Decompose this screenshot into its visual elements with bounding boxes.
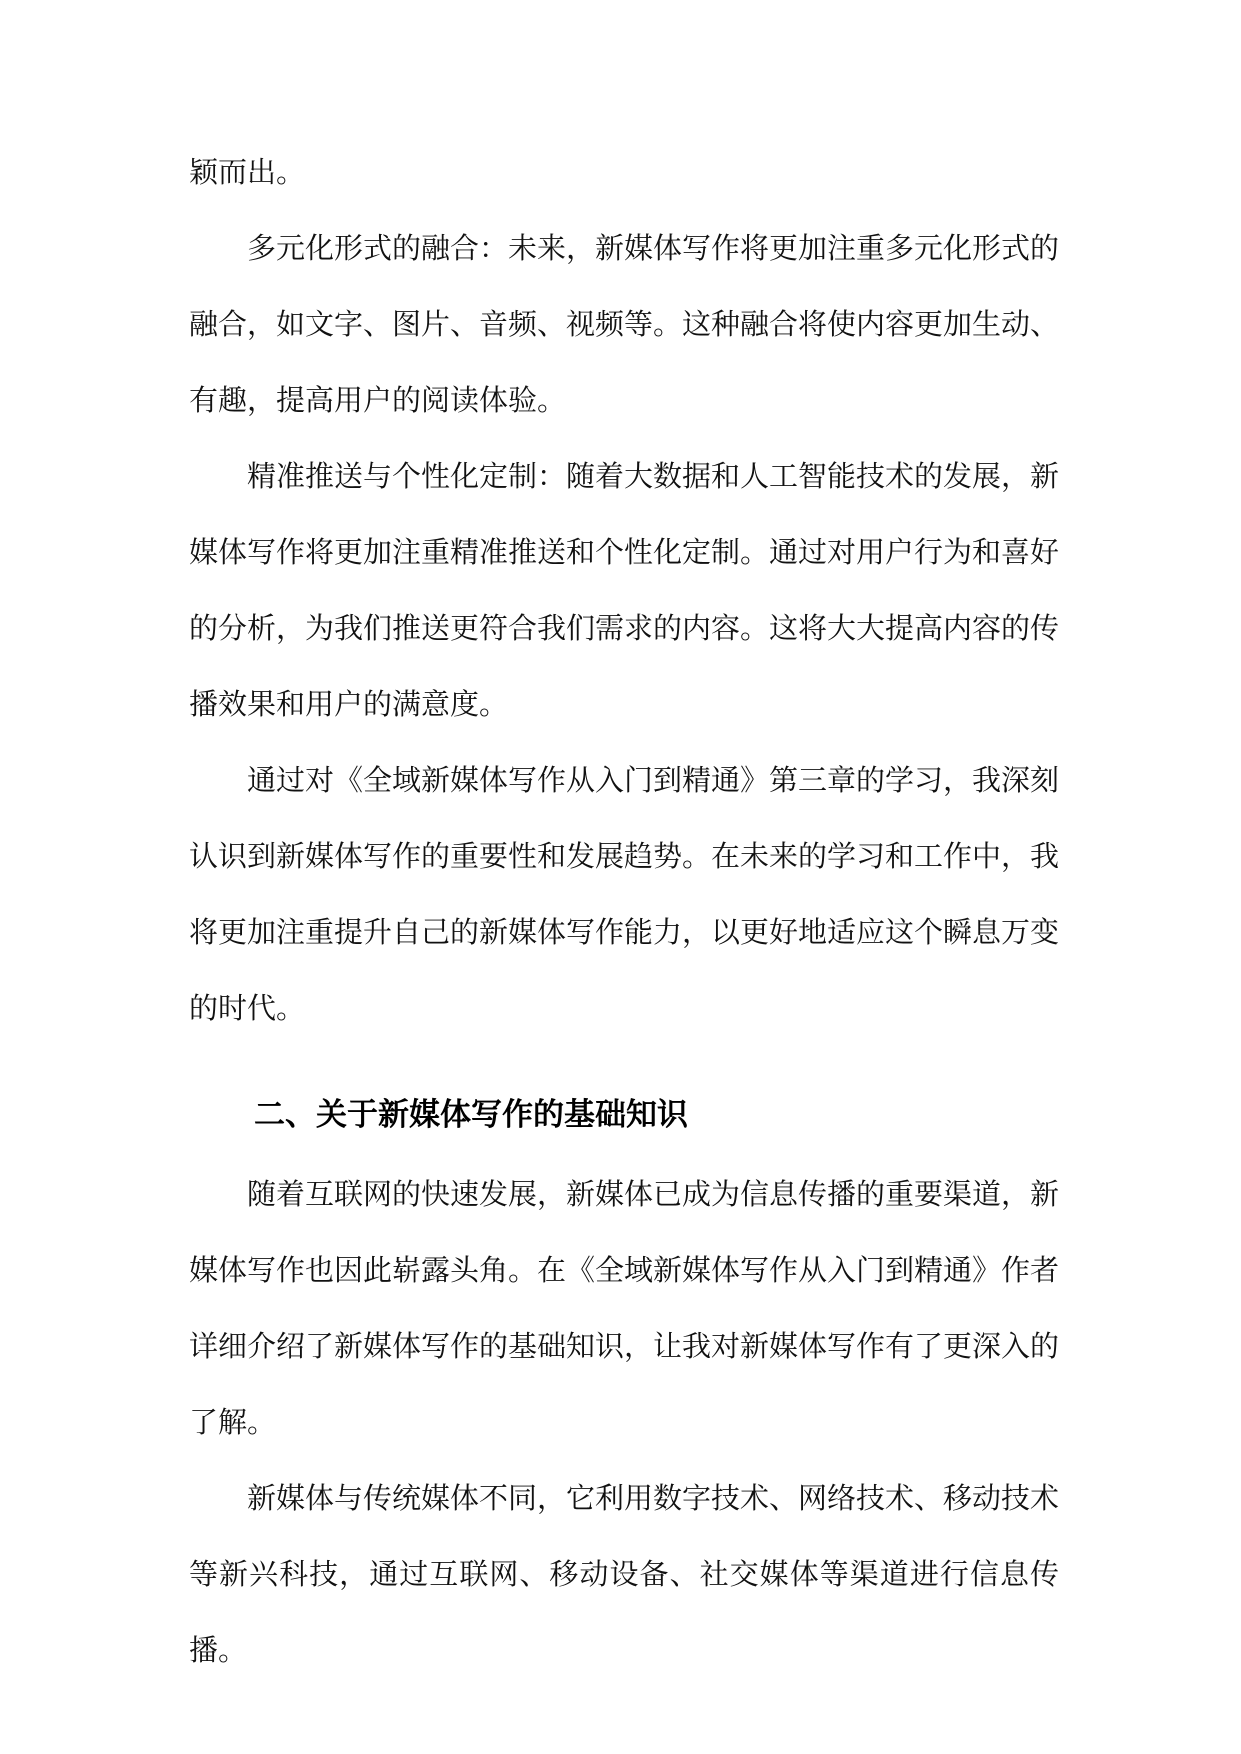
section-1-body xyxy=(189,134,1059,1046)
section-2-body xyxy=(189,1156,1059,1688)
paragraph-continuation: 颖而出。 xyxy=(189,155,306,189)
paragraph-chapter-summary: 通过对《全域新媒体写作从入门到精通》第三章的学习，我深刻认识到新媒体写作的重要性和发展趋势。在未来的学习和工作中，我将更加注重提升自己的新媒体写作能力，以更好地适应这个瞬息万变的时代。 xyxy=(189,763,1060,1025)
paragraph-precise-push: 精准推送与个性化定制：随着大数据和人工智能技术的发展，新媒体写作将更加注重精准推送和个性化定制。通过对用户行为和喜好的分析，为我们推送更符合我们需求的内容。这将大大提高内容的传播效果和用户的满意度。 xyxy=(189,459,1060,721)
section-heading: 二、关于新媒体写作的基础知识 xyxy=(254,1097,688,1133)
paragraph-internet-development: 随着互联网的快速发展，新媒体已成为信息传播的重要渠道，新媒体写作也因此崭露头角。在《全域新媒体写作从入门到精通》作者详细介绍了新媒体写作的基础知识，让我对新媒体写作有了更深入的了解。 xyxy=(189,1177,1060,1439)
paragraph-multiform-fusion: 多元化形式的融合：未来，新媒体写作将更加注重多元化形式的融合，如文字、图片、音频、视频等。这种融合将使内容更加生动、有趣，提高用户的阅读体验。 xyxy=(189,231,1060,417)
paragraph-new-vs-traditional-media: 新媒体与传统媒体不同，它利用数字技术、网络技术、移动技术等新兴科技，通过互联网、移动设备、社交媒体等渠道进行信息传播。 xyxy=(189,1481,1060,1667)
